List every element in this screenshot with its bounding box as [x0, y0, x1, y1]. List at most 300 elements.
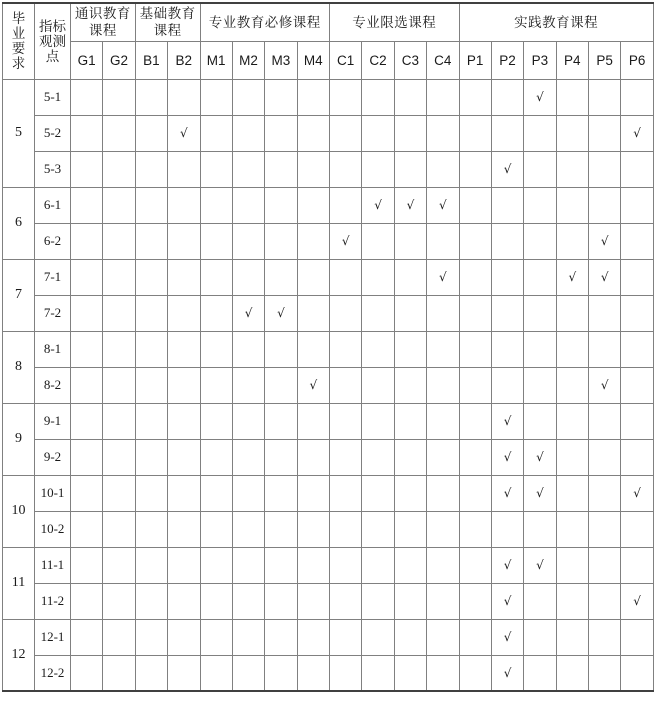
matrix-cell	[491, 223, 523, 259]
matrix-cell	[589, 547, 621, 583]
check-mark: √	[503, 450, 512, 464]
matrix-cell	[330, 475, 362, 511]
indicator-label: 5-2	[35, 115, 71, 151]
matrix-cell	[297, 655, 329, 691]
indicator-row	[3, 331, 654, 367]
matrix-cell	[265, 295, 297, 331]
requirement-number: 5	[3, 79, 35, 187]
matrix-cell	[200, 223, 232, 259]
indicator-label: 9-1	[35, 403, 71, 439]
matrix-cell	[459, 223, 491, 259]
matrix-cell	[556, 259, 588, 295]
matrix-cell	[330, 619, 362, 655]
matrix-cell	[394, 475, 426, 511]
matrix-cell	[621, 115, 653, 151]
matrix-cell	[427, 619, 459, 655]
matrix-cell	[200, 115, 232, 151]
matrix-cell	[200, 79, 232, 115]
indicator-row	[3, 439, 654, 475]
matrix-cell	[427, 331, 459, 367]
matrix-cell	[589, 403, 621, 439]
matrix-cell	[394, 223, 426, 259]
matrix-cell	[168, 295, 200, 331]
course-group-header: 实践教育课程	[459, 3, 653, 41]
matrix-cell	[491, 367, 523, 403]
matrix-cell	[589, 79, 621, 115]
course-code-header: M4	[297, 41, 329, 79]
matrix-cell	[427, 115, 459, 151]
matrix-cell	[556, 223, 588, 259]
course-code-header: G1	[71, 41, 103, 79]
matrix-cell	[330, 295, 362, 331]
matrix-cell	[524, 439, 556, 475]
matrix-cell	[168, 151, 200, 187]
matrix-cell	[103, 439, 135, 475]
matrix-cell	[589, 331, 621, 367]
matrix-cell	[135, 403, 167, 439]
matrix-cell	[168, 223, 200, 259]
matrix-cell	[168, 115, 200, 151]
matrix-cell	[265, 79, 297, 115]
check-mark: √	[179, 126, 188, 140]
matrix-cell	[71, 151, 103, 187]
matrix-cell	[589, 223, 621, 259]
matrix-cell	[103, 583, 135, 619]
matrix-cell	[297, 439, 329, 475]
matrix-cell	[427, 547, 459, 583]
matrix-cell	[427, 511, 459, 547]
matrix-cell	[265, 547, 297, 583]
matrix-cell	[524, 619, 556, 655]
matrix-cell	[362, 367, 394, 403]
matrix-cell	[265, 223, 297, 259]
matrix-cell	[103, 403, 135, 439]
course-code-header: P2	[491, 41, 523, 79]
matrix-cell	[621, 187, 653, 223]
matrix-cell	[394, 331, 426, 367]
check-mark: √	[503, 486, 512, 500]
requirement-number: 6	[3, 187, 35, 259]
matrix-cell	[330, 367, 362, 403]
matrix-cell	[200, 583, 232, 619]
matrix-cell	[200, 439, 232, 475]
matrix-cell	[427, 187, 459, 223]
matrix-cell	[265, 475, 297, 511]
matrix-cell	[200, 547, 232, 583]
matrix-cell	[71, 259, 103, 295]
matrix-cell	[524, 511, 556, 547]
matrix-cell	[459, 583, 491, 619]
matrix-cell	[459, 151, 491, 187]
matrix-cell	[232, 655, 264, 691]
check-mark: √	[341, 234, 350, 248]
matrix-cell	[459, 259, 491, 295]
matrix-cell	[135, 331, 167, 367]
matrix-cell	[524, 367, 556, 403]
requirement-number: 11	[3, 547, 35, 619]
check-mark: √	[536, 450, 544, 464]
matrix-cell	[200, 259, 232, 295]
check-mark: √	[438, 198, 447, 212]
matrix-cell	[394, 187, 426, 223]
matrix-cell	[135, 295, 167, 331]
indicator-row	[3, 187, 654, 223]
matrix-cell	[589, 619, 621, 655]
matrix-cell	[135, 583, 167, 619]
indicator-label: 7-1	[35, 259, 71, 295]
matrix-cell	[168, 331, 200, 367]
matrix-cell	[168, 547, 200, 583]
matrix-cell	[362, 151, 394, 187]
matrix-cell	[491, 187, 523, 223]
matrix-cell	[297, 223, 329, 259]
matrix-cell	[297, 547, 329, 583]
matrix-cell	[394, 403, 426, 439]
matrix-cell	[556, 115, 588, 151]
matrix-cell	[362, 259, 394, 295]
matrix-cell	[200, 151, 232, 187]
indicator-row	[3, 655, 654, 691]
indicator-label: 5-1	[35, 79, 71, 115]
matrix-cell	[330, 151, 362, 187]
matrix-cell	[200, 619, 232, 655]
matrix-cell	[330, 655, 362, 691]
matrix-cell	[524, 331, 556, 367]
matrix-cell	[71, 511, 103, 547]
matrix-cell	[427, 583, 459, 619]
matrix-cell	[556, 655, 588, 691]
matrix-cell	[556, 547, 588, 583]
matrix-cell	[362, 475, 394, 511]
indicator-label: 10-1	[35, 475, 71, 511]
indicator-label: 12-2	[35, 655, 71, 691]
matrix-cell	[362, 619, 394, 655]
matrix-cell	[362, 115, 394, 151]
check-mark: √	[600, 270, 609, 284]
matrix-cell	[200, 475, 232, 511]
matrix-cell	[330, 115, 362, 151]
course-code-header: C3	[394, 41, 426, 79]
indicator-label: 6-1	[35, 187, 71, 223]
matrix-cell	[491, 403, 523, 439]
matrix-cell	[103, 79, 135, 115]
matrix-cell	[297, 295, 329, 331]
matrix-cell	[621, 511, 653, 547]
header-row-groups	[3, 3, 654, 41]
indicator-label: 11-1	[35, 547, 71, 583]
matrix-cell	[556, 367, 588, 403]
matrix-cell	[459, 403, 491, 439]
matrix-cell	[459, 547, 491, 583]
matrix-cell	[103, 475, 135, 511]
matrix-cell	[297, 151, 329, 187]
matrix-cell	[621, 403, 653, 439]
matrix-cell	[459, 475, 491, 511]
check-mark: √	[600, 378, 609, 392]
indicator-row	[3, 403, 654, 439]
matrix-cell	[103, 331, 135, 367]
matrix-cell	[394, 583, 426, 619]
matrix-cell	[232, 151, 264, 187]
matrix-cell	[394, 655, 426, 691]
matrix-cell	[232, 583, 264, 619]
matrix-cell	[232, 439, 264, 475]
matrix-cell	[459, 331, 491, 367]
course-code-header: M1	[200, 41, 232, 79]
matrix-cell	[297, 259, 329, 295]
matrix-cell	[491, 619, 523, 655]
matrix-cell	[297, 331, 329, 367]
requirement-number: 7	[3, 259, 35, 331]
matrix-cell	[103, 187, 135, 223]
matrix-cell	[556, 583, 588, 619]
matrix-cell	[135, 115, 167, 151]
matrix-cell	[71, 583, 103, 619]
matrix-cell	[103, 619, 135, 655]
matrix-cell	[297, 475, 329, 511]
course-code-header: M2	[232, 41, 264, 79]
course-group-header: 通识教育 课程	[71, 3, 136, 41]
matrix-cell	[232, 367, 264, 403]
matrix-cell	[524, 151, 556, 187]
matrix-cell	[556, 511, 588, 547]
matrix-cell	[103, 367, 135, 403]
indicator-row	[3, 367, 654, 403]
matrix-cell	[168, 259, 200, 295]
check-mark: √	[568, 270, 577, 284]
check-mark: √	[277, 306, 285, 320]
matrix-cell	[71, 547, 103, 583]
matrix-cell	[556, 187, 588, 223]
course-code-header: P6	[621, 41, 653, 79]
course-code-header: P4	[556, 41, 588, 79]
matrix-cell	[265, 403, 297, 439]
matrix-cell	[168, 511, 200, 547]
indicator-row	[3, 295, 654, 331]
matrix-cell	[265, 583, 297, 619]
matrix-cell	[394, 295, 426, 331]
matrix-cell	[330, 259, 362, 295]
matrix-cell	[491, 151, 523, 187]
matrix-cell	[135, 79, 167, 115]
matrix-cell	[589, 151, 621, 187]
matrix-cell	[589, 295, 621, 331]
matrix-cell	[168, 439, 200, 475]
matrix-cell	[556, 331, 588, 367]
matrix-cell	[232, 475, 264, 511]
matrix-cell	[556, 151, 588, 187]
matrix-cell	[394, 439, 426, 475]
matrix-cell	[621, 583, 653, 619]
matrix-cell	[491, 475, 523, 511]
matrix-cell	[524, 295, 556, 331]
check-mark: √	[244, 306, 253, 320]
indicator-label: 5-3	[35, 151, 71, 187]
matrix-cell	[200, 367, 232, 403]
matrix-cell	[556, 439, 588, 475]
matrix-cell	[459, 79, 491, 115]
matrix-cell	[135, 547, 167, 583]
matrix-cell	[265, 439, 297, 475]
matrix-cell	[297, 583, 329, 619]
matrix-cell	[621, 259, 653, 295]
matrix-cell	[394, 151, 426, 187]
indicator-row	[3, 547, 654, 583]
matrix-cell	[459, 439, 491, 475]
matrix-cell	[556, 295, 588, 331]
matrix-cell	[427, 151, 459, 187]
matrix-cell	[427, 655, 459, 691]
matrix-cell	[394, 619, 426, 655]
matrix-cell	[589, 475, 621, 511]
check-mark: √	[406, 198, 415, 212]
matrix-cell	[491, 331, 523, 367]
matrix-cell	[168, 655, 200, 691]
matrix-cell	[459, 511, 491, 547]
check-mark: √	[438, 270, 447, 284]
matrix-cell	[330, 331, 362, 367]
check-mark: √	[633, 486, 641, 500]
matrix-cell	[135, 367, 167, 403]
matrix-cell	[362, 547, 394, 583]
matrix-cell	[556, 79, 588, 115]
matrix-cell	[265, 115, 297, 151]
matrix-cell	[427, 259, 459, 295]
matrix-cell	[265, 187, 297, 223]
matrix-cell	[621, 619, 653, 655]
course-code-header: P3	[524, 41, 556, 79]
matrix-cell	[491, 79, 523, 115]
course-group-header: 专业教育必修课程	[200, 3, 330, 41]
matrix-cell	[135, 655, 167, 691]
matrix-cell	[71, 223, 103, 259]
indicator-row	[3, 475, 654, 511]
check-mark: √	[536, 90, 544, 104]
matrix-cell	[232, 619, 264, 655]
matrix-cell	[103, 655, 135, 691]
matrix-cell	[491, 583, 523, 619]
matrix-cell	[394, 547, 426, 583]
check-mark: √	[503, 162, 512, 176]
matrix-cell	[297, 115, 329, 151]
course-code-header: C4	[427, 41, 459, 79]
matrix-cell	[330, 79, 362, 115]
course-group-header: 基础教育 课程	[135, 3, 200, 41]
matrix-cell	[265, 331, 297, 367]
matrix-cell	[265, 259, 297, 295]
course-code-header: P5	[589, 41, 621, 79]
matrix-cell	[362, 655, 394, 691]
matrix-cell	[427, 295, 459, 331]
matrix-cell	[621, 295, 653, 331]
matrix-cell	[330, 511, 362, 547]
matrix-cell	[232, 79, 264, 115]
indicator-row	[3, 619, 654, 655]
matrix-cell	[362, 331, 394, 367]
check-mark: √	[536, 486, 544, 500]
matrix-cell	[491, 547, 523, 583]
matrix-cell	[168, 619, 200, 655]
matrix-cell	[168, 403, 200, 439]
matrix-cell	[71, 439, 103, 475]
matrix-cell	[265, 511, 297, 547]
check-mark: √	[536, 558, 544, 572]
matrix-cell	[427, 223, 459, 259]
matrix-cell	[103, 259, 135, 295]
matrix-cell	[330, 439, 362, 475]
matrix-cell	[265, 367, 297, 403]
matrix-cell	[362, 223, 394, 259]
matrix-cell	[135, 439, 167, 475]
course-code-header: B2	[168, 41, 200, 79]
matrix-cell	[589, 655, 621, 691]
matrix-cell	[135, 619, 167, 655]
matrix-cell	[71, 295, 103, 331]
matrix-cell	[232, 115, 264, 151]
matrix-cell	[200, 295, 232, 331]
matrix-cell	[524, 187, 556, 223]
matrix-cell	[621, 223, 653, 259]
course-code-header: M3	[265, 41, 297, 79]
matrix-cell	[491, 115, 523, 151]
matrix-cell	[297, 367, 329, 403]
matrix-cell	[589, 187, 621, 223]
matrix-cell	[621, 475, 653, 511]
indicator-label: 12-1	[35, 619, 71, 655]
indicator-label: 10-2	[35, 511, 71, 547]
indicator-label: 7-2	[35, 295, 71, 331]
check-mark: √	[309, 378, 318, 392]
indicator-row	[3, 115, 654, 151]
matrix-cell	[491, 295, 523, 331]
matrix-cell	[71, 115, 103, 151]
check-mark: √	[503, 414, 512, 428]
matrix-cell	[621, 367, 653, 403]
matrix-cell	[168, 475, 200, 511]
matrix-cell	[103, 151, 135, 187]
matrix-cell	[621, 331, 653, 367]
matrix-cell	[524, 583, 556, 619]
matrix-cell	[524, 223, 556, 259]
check-mark: √	[633, 126, 641, 140]
matrix-cell	[524, 475, 556, 511]
matrix-cell	[71, 655, 103, 691]
matrix-cell	[168, 583, 200, 619]
matrix-cell	[71, 79, 103, 115]
matrix-cell	[459, 367, 491, 403]
matrix-cell	[200, 403, 232, 439]
course-group-header: 专业限选课程	[330, 3, 460, 41]
matrix-cell	[427, 475, 459, 511]
header-row-courses	[3, 41, 654, 79]
matrix-cell	[232, 511, 264, 547]
indicator-label: 11-2	[35, 583, 71, 619]
matrix-cell	[135, 151, 167, 187]
matrix-cell	[621, 655, 653, 691]
course-code-header: C1	[330, 41, 362, 79]
matrix-cell	[232, 259, 264, 295]
matrix-cell	[427, 439, 459, 475]
indicator-row	[3, 79, 654, 115]
requirement-number: 10	[3, 475, 35, 547]
matrix-cell	[524, 79, 556, 115]
check-mark: √	[503, 665, 512, 680]
matrix-cell	[297, 619, 329, 655]
matrix-cell	[103, 547, 135, 583]
matrix-cell	[103, 115, 135, 151]
course-code-header: P1	[459, 41, 491, 79]
matrix-cell	[200, 511, 232, 547]
